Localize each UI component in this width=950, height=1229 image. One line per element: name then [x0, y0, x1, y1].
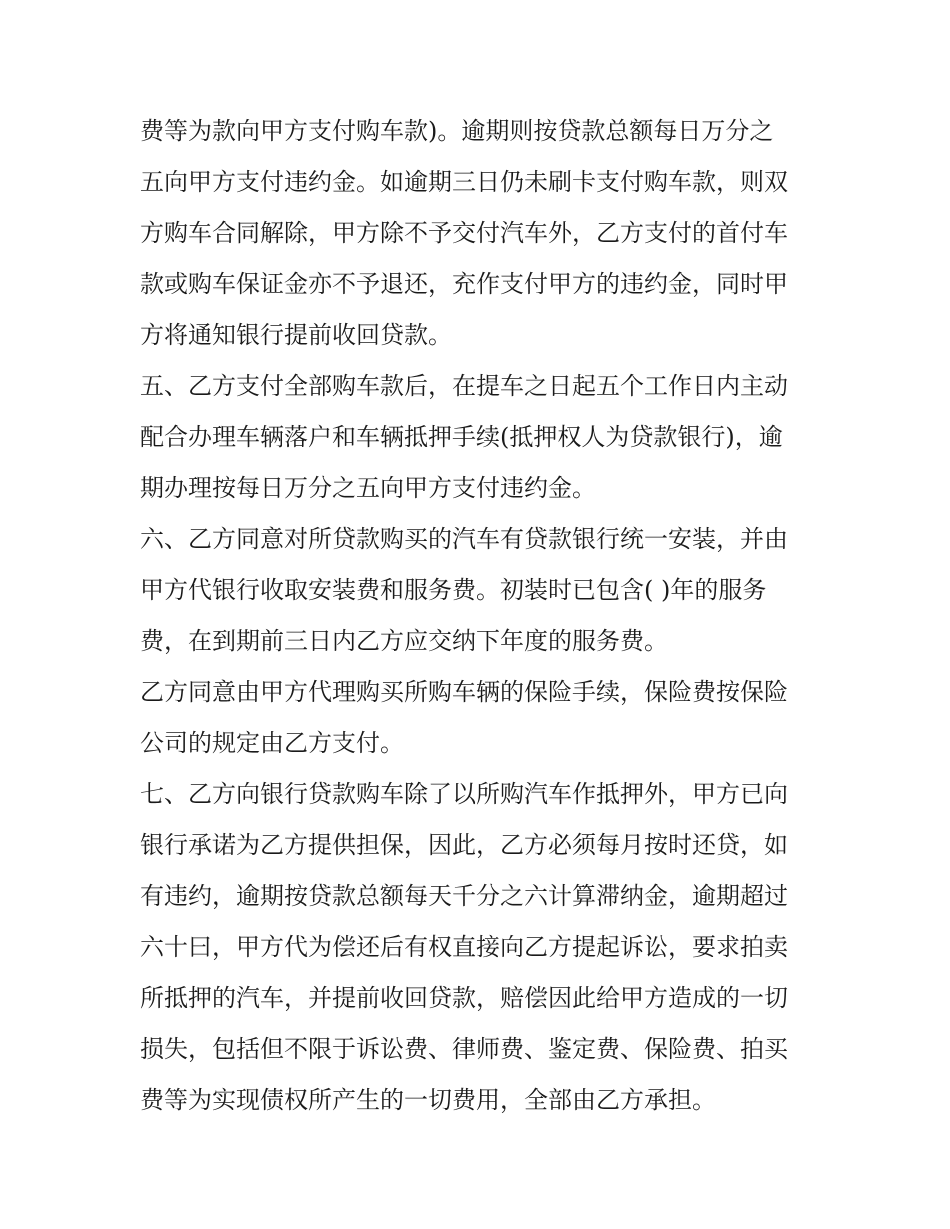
clause-seven-line: 七、乙方向银行贷款购车除了以所购汽车作抵押外，甲方已向 [140, 780, 788, 808]
text-line: 银行承诺为乙方提供担保，因此，乙方必须每月按时还贷，如 [140, 831, 788, 859]
text-line: 款或购车保证金亦不予退还，充作支付甲方的违约金，同时甲 [140, 270, 788, 298]
text-line: 所抵押的汽车，并提前收回贷款，赔偿因此给甲方造成的一切 [140, 984, 788, 1012]
insurance-paragraph-line: 乙方同意由甲方代理购买所购车辆的保险手续，保险费按保险 [140, 678, 788, 706]
text-line: 公司的规定由乙方支付。 [140, 729, 404, 757]
text-line: 甲方代银行收取安装费和服务费。初装时已包含( )年的服务 [140, 576, 767, 604]
text-line: 六十曰，甲方代为偿还后有权直接向乙方提起诉讼，要求拍卖 [140, 933, 788, 961]
text-line: 有违约，逾期按贷款总额每天千分之六计算滞纳金，逾期超过 [140, 882, 788, 910]
text-line: 损失，包括但不限于诉讼费、律师费、鉴定费、保险费、拍买 [140, 1035, 788, 1063]
text-line: 费等为实现债权所产生的一切费用，全部由乙方承担。 [140, 1086, 716, 1114]
text-line: 配合办理车辆落户和车辆抵押手续(抵押权人为贷款银行)，逾 [140, 423, 783, 451]
text-line: 五向甲方支付违约金。如逾期三日仍未刷卡支付购车款，则双 [140, 168, 788, 196]
document-body [140, 106, 815, 1126]
clause-five-line: 五、乙方支付全部购车款后，在提车之日起五个工作日内主动 [140, 372, 788, 400]
text-line: 期办理按每日万分之五向甲方支付违约金。 [140, 474, 596, 502]
text-line: 方购车合同解除，甲方除不予交付汽车外，乙方支付的首付车 [140, 219, 788, 247]
text-line: 费，在到期前三日内乙方应交纳下年度的服务费。 [140, 627, 668, 655]
text-line: 费等为款向甲方支付购车款)。逾期则按贷款总额每日万分之 [140, 117, 774, 145]
text-line: 方将通知银行提前收回贷款。 [140, 321, 452, 349]
clause-six-line: 六、乙方同意对所贷款购买的汽车有贷款银行统一安装，并由 [140, 525, 788, 553]
